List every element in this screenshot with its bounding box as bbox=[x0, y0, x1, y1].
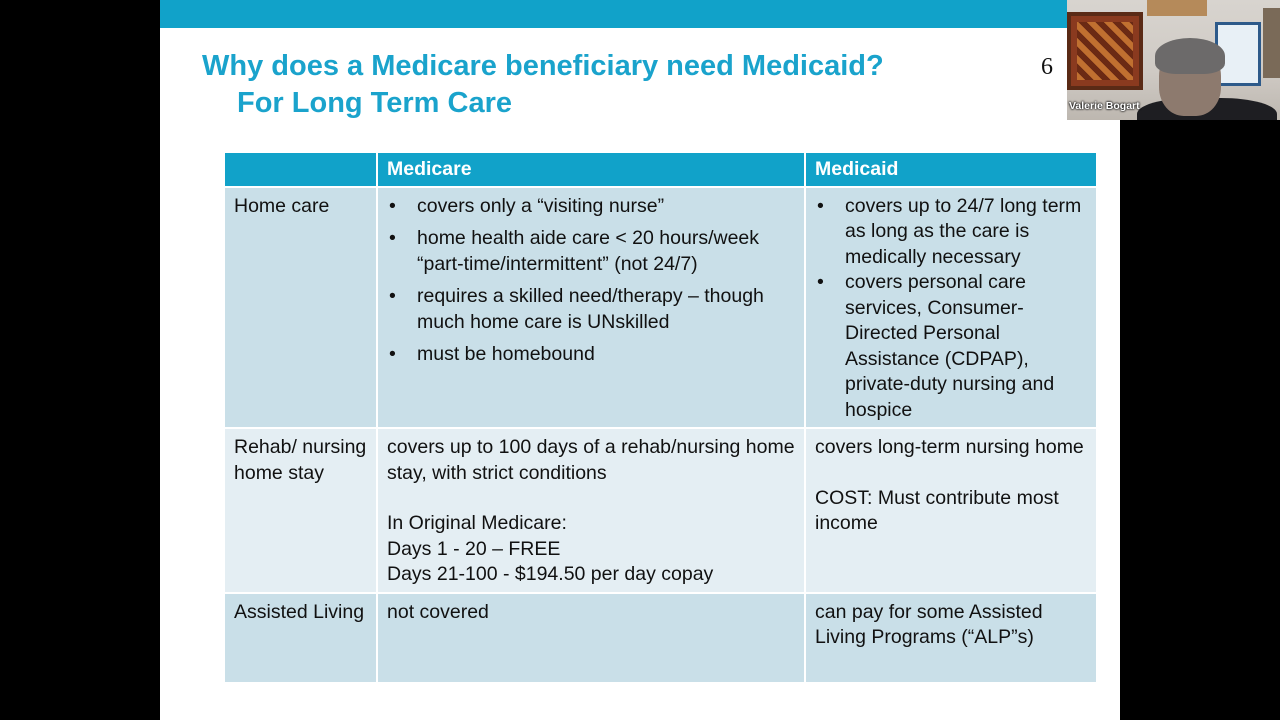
list-item: • covers up to 24/7 long term as long as the care is medically necessary bbox=[815, 194, 1087, 271]
header-medicare: Medicare bbox=[377, 152, 805, 187]
header-medicaid: Medicaid bbox=[805, 152, 1097, 187]
row-label-rehab: Rehab/ nursing home stay bbox=[224, 428, 377, 593]
medicaid-home-care-list bbox=[815, 194, 1087, 424]
cell-assisted-living-medicaid: can pay for some Assisted Living Programs (“ALP”s) bbox=[805, 593, 1097, 683]
list-item: • home health aide care < 20 hours/week “part-time/intermittent” (not 24/7) bbox=[387, 226, 795, 277]
row-label-home-care: Home care bbox=[224, 187, 377, 429]
participant-hair bbox=[1155, 38, 1225, 74]
coverage-table bbox=[223, 151, 1098, 684]
participant-video-tile[interactable] bbox=[1067, 0, 1280, 120]
list-item: • covers only a “visiting nurse” bbox=[387, 194, 795, 220]
row-label-assisted-living: Assisted Living bbox=[224, 593, 377, 683]
wall-frame-edge bbox=[1263, 8, 1280, 78]
participant-name-label: Valerie Bogart bbox=[1069, 100, 1140, 112]
medicare-home-care-list bbox=[387, 194, 795, 368]
slide-title-line1: Why does a Medicare beneficiary need Medicaid? bbox=[202, 50, 884, 82]
cell-home-care-medicaid bbox=[805, 187, 1097, 429]
list-item: • requires a skilled need/therapy – though much home care is UNskilled bbox=[387, 284, 795, 335]
table-row-assisted-living bbox=[224, 593, 1097, 683]
slide-title bbox=[202, 48, 884, 122]
cell-rehab-medicare bbox=[377, 428, 805, 593]
days-21-100-line: Days 21-100 - $194.50 per day copay bbox=[387, 563, 714, 585]
rehab-medicare-text: covers up to 100 days of a rehab/nursing home stay, with strict conditions bbox=[387, 436, 795, 484]
presentation-slide bbox=[160, 0, 1120, 720]
table-row-rehab bbox=[224, 428, 1097, 593]
header-blank bbox=[224, 152, 377, 187]
list-item: • covers personal care services, Consumer-Directed Personal Assistance (CDPAP), private-duty nursing and hospice bbox=[815, 270, 1087, 423]
cell-rehab-medicaid bbox=[805, 428, 1097, 593]
rehab-medicaid-cost: COST: Must contribute most income bbox=[815, 486, 1059, 534]
wall-shelf bbox=[1147, 0, 1207, 16]
table-row-home-care bbox=[224, 187, 1097, 429]
list-item: • must be homebound bbox=[387, 342, 795, 368]
rehab-medicaid-text: covers long-term nursing home bbox=[815, 436, 1084, 458]
wall-art-frame bbox=[1067, 12, 1143, 90]
table-header-row bbox=[224, 152, 1097, 187]
cell-home-care-medicare bbox=[377, 187, 805, 429]
slide-number: 6 bbox=[1041, 54, 1053, 80]
cell-assisted-living-medicare: not covered bbox=[377, 593, 805, 683]
original-medicare-heading: In Original Medicare: bbox=[387, 512, 567, 534]
slide-title-line2: For Long Term Care bbox=[237, 87, 512, 119]
slide-top-bar bbox=[160, 0, 1120, 28]
days-1-20-line: Days 1 - 20 – FREE bbox=[387, 537, 561, 560]
